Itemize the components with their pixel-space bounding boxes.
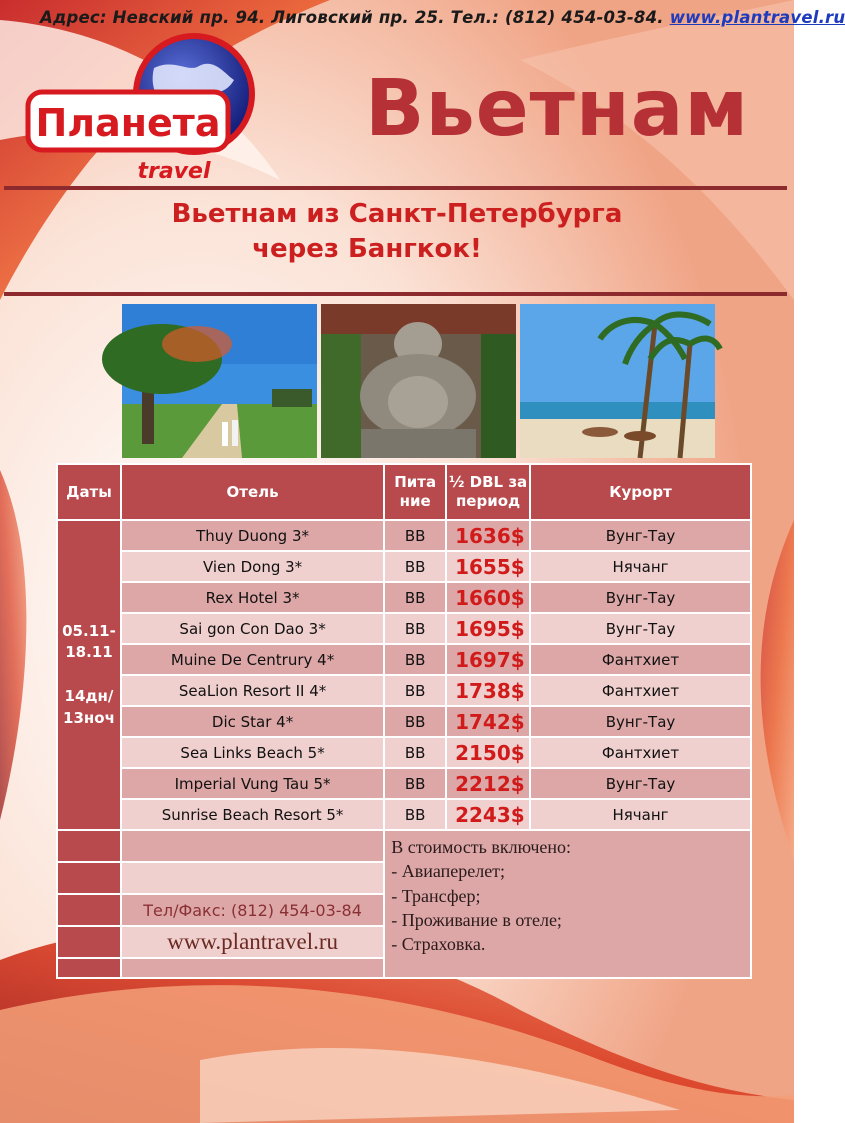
price: 1738$ (446, 675, 530, 706)
header-website-link[interactable]: www.plantravel.ru (669, 8, 845, 27)
footer-spacer (121, 862, 384, 894)
logo-brand-text: Планета (35, 101, 221, 145)
hotel-name: Sea Links Beach 5* (121, 737, 384, 768)
header-meals (384, 464, 446, 520)
header-resort: Курорт (530, 464, 751, 520)
table-row (57, 675, 751, 706)
dates-cell (57, 520, 121, 830)
footer-spacer (57, 894, 121, 926)
address-line: Адрес: Невский пр. 94. Лиговский пр. 25. Тел.: (812) 454-03-84. (40, 8, 664, 27)
hotel-name: Vien Dong 3* (121, 551, 384, 582)
hotel-name: Sunrise Beach Resort 5* (121, 799, 384, 830)
subtitle-line-2: через Бангкок! (252, 234, 482, 265)
subtitle-line-1: Вьетнам из Санкт-Петербурга (171, 199, 623, 229)
resort-name: Нячанг (530, 551, 751, 582)
footer-spacer (57, 958, 121, 978)
resort-name: Вунг-Тау (530, 613, 751, 644)
price: 1636$ (446, 520, 530, 551)
meal-plan: BB (384, 737, 446, 768)
resort-name: Вунг-Тау (530, 520, 751, 551)
duration-line-2: 13ноч (63, 708, 115, 727)
header-dates: Даты (57, 464, 121, 520)
table-row (57, 551, 751, 582)
logo-sub-text: travel (137, 159, 211, 184)
footer-spacer (57, 926, 121, 958)
header-price-line-2: период (455, 492, 521, 510)
price: 2150$ (446, 737, 530, 768)
included-item: - Проживание в отеле; (391, 909, 562, 930)
footer-phone: Тел/Факс: (812) 454-03-84 (121, 894, 384, 926)
resort-name: Фантхиет (530, 675, 751, 706)
price: 1742$ (446, 706, 530, 737)
header-address (40, 8, 845, 27)
table-row (57, 613, 751, 644)
page-title: Вьетнам (365, 64, 750, 154)
photo-beach-palms (520, 304, 715, 458)
header-meals-line-2: ние (399, 492, 431, 510)
footer-spacer (57, 862, 121, 894)
table-row (57, 768, 751, 799)
price: 1695$ (446, 613, 530, 644)
header-price-line-1: ½ DBL за (448, 472, 528, 491)
footer-row (57, 830, 751, 862)
duration-line-1: 14дн/ (64, 687, 114, 705)
photo-buddha-statue (321, 304, 516, 458)
meal-plan: BB (384, 644, 446, 675)
hotel-name: Thuy Duong 3* (121, 520, 384, 551)
bottom-divider (4, 292, 787, 296)
footer-spacer (121, 830, 384, 862)
resort-name: Вунг-Тау (530, 768, 751, 799)
hotel-name: Imperial Vung Tau 5* (121, 768, 384, 799)
tour-price-table (56, 463, 752, 979)
included-title: В стоимость включено: (391, 837, 572, 857)
footer-website-link[interactable]: www.plantravel.ru (121, 926, 384, 958)
subtitle (0, 197, 794, 267)
resort-name: Вунг-Тау (530, 582, 751, 613)
footer-spacer (57, 830, 121, 862)
hotel-name: Sai gon Con Dao 3* (121, 613, 384, 644)
photo-park (122, 304, 317, 458)
table-row (57, 706, 751, 737)
included-item: - Страховка. (391, 934, 486, 955)
resort-name: Нячанг (530, 799, 751, 830)
meal-plan: BB (384, 520, 446, 551)
meal-plan: BB (384, 551, 446, 582)
hotel-name: SeaLion Resort II 4* (121, 675, 384, 706)
hotel-name: Muine De Centrury 4* (121, 644, 384, 675)
included-item: - Трансфер; (391, 885, 481, 906)
meal-plan: BB (384, 799, 446, 830)
resort-name: Фантхиет (530, 737, 751, 768)
table-row (57, 520, 751, 551)
resort-name: Фантхиет (530, 644, 751, 675)
table-row (57, 737, 751, 768)
header-meals-line-1: Пита (394, 472, 437, 491)
meal-plan: BB (384, 706, 446, 737)
price: 1660$ (446, 582, 530, 613)
date-range-line-2: 18.11 (65, 643, 113, 662)
included-item: - Авиаперелет; (391, 861, 506, 882)
meal-plan: BB (384, 613, 446, 644)
date-range-line-1: 05.11- (62, 621, 116, 640)
resort-name: Вунг-Тау (530, 706, 751, 737)
meal-plan: BB (384, 675, 446, 706)
hotel-name: Dic Star 4* (121, 706, 384, 737)
price: 2212$ (446, 768, 530, 799)
table-header-row (57, 464, 751, 520)
table-row (57, 644, 751, 675)
meal-plan: BB (384, 768, 446, 799)
header-hotel: Отель (121, 464, 384, 520)
footer-spacer (121, 958, 384, 978)
price: 1697$ (446, 644, 530, 675)
meal-plan: BB (384, 582, 446, 613)
hotel-name: Rex Hotel 3* (121, 582, 384, 613)
header-price (446, 464, 530, 520)
included-services (384, 830, 751, 978)
price: 2243$ (446, 799, 530, 830)
planeta-travel-logo (24, 28, 264, 188)
table-row (57, 799, 751, 830)
table-row (57, 582, 751, 613)
price: 1655$ (446, 551, 530, 582)
top-divider (4, 186, 787, 190)
